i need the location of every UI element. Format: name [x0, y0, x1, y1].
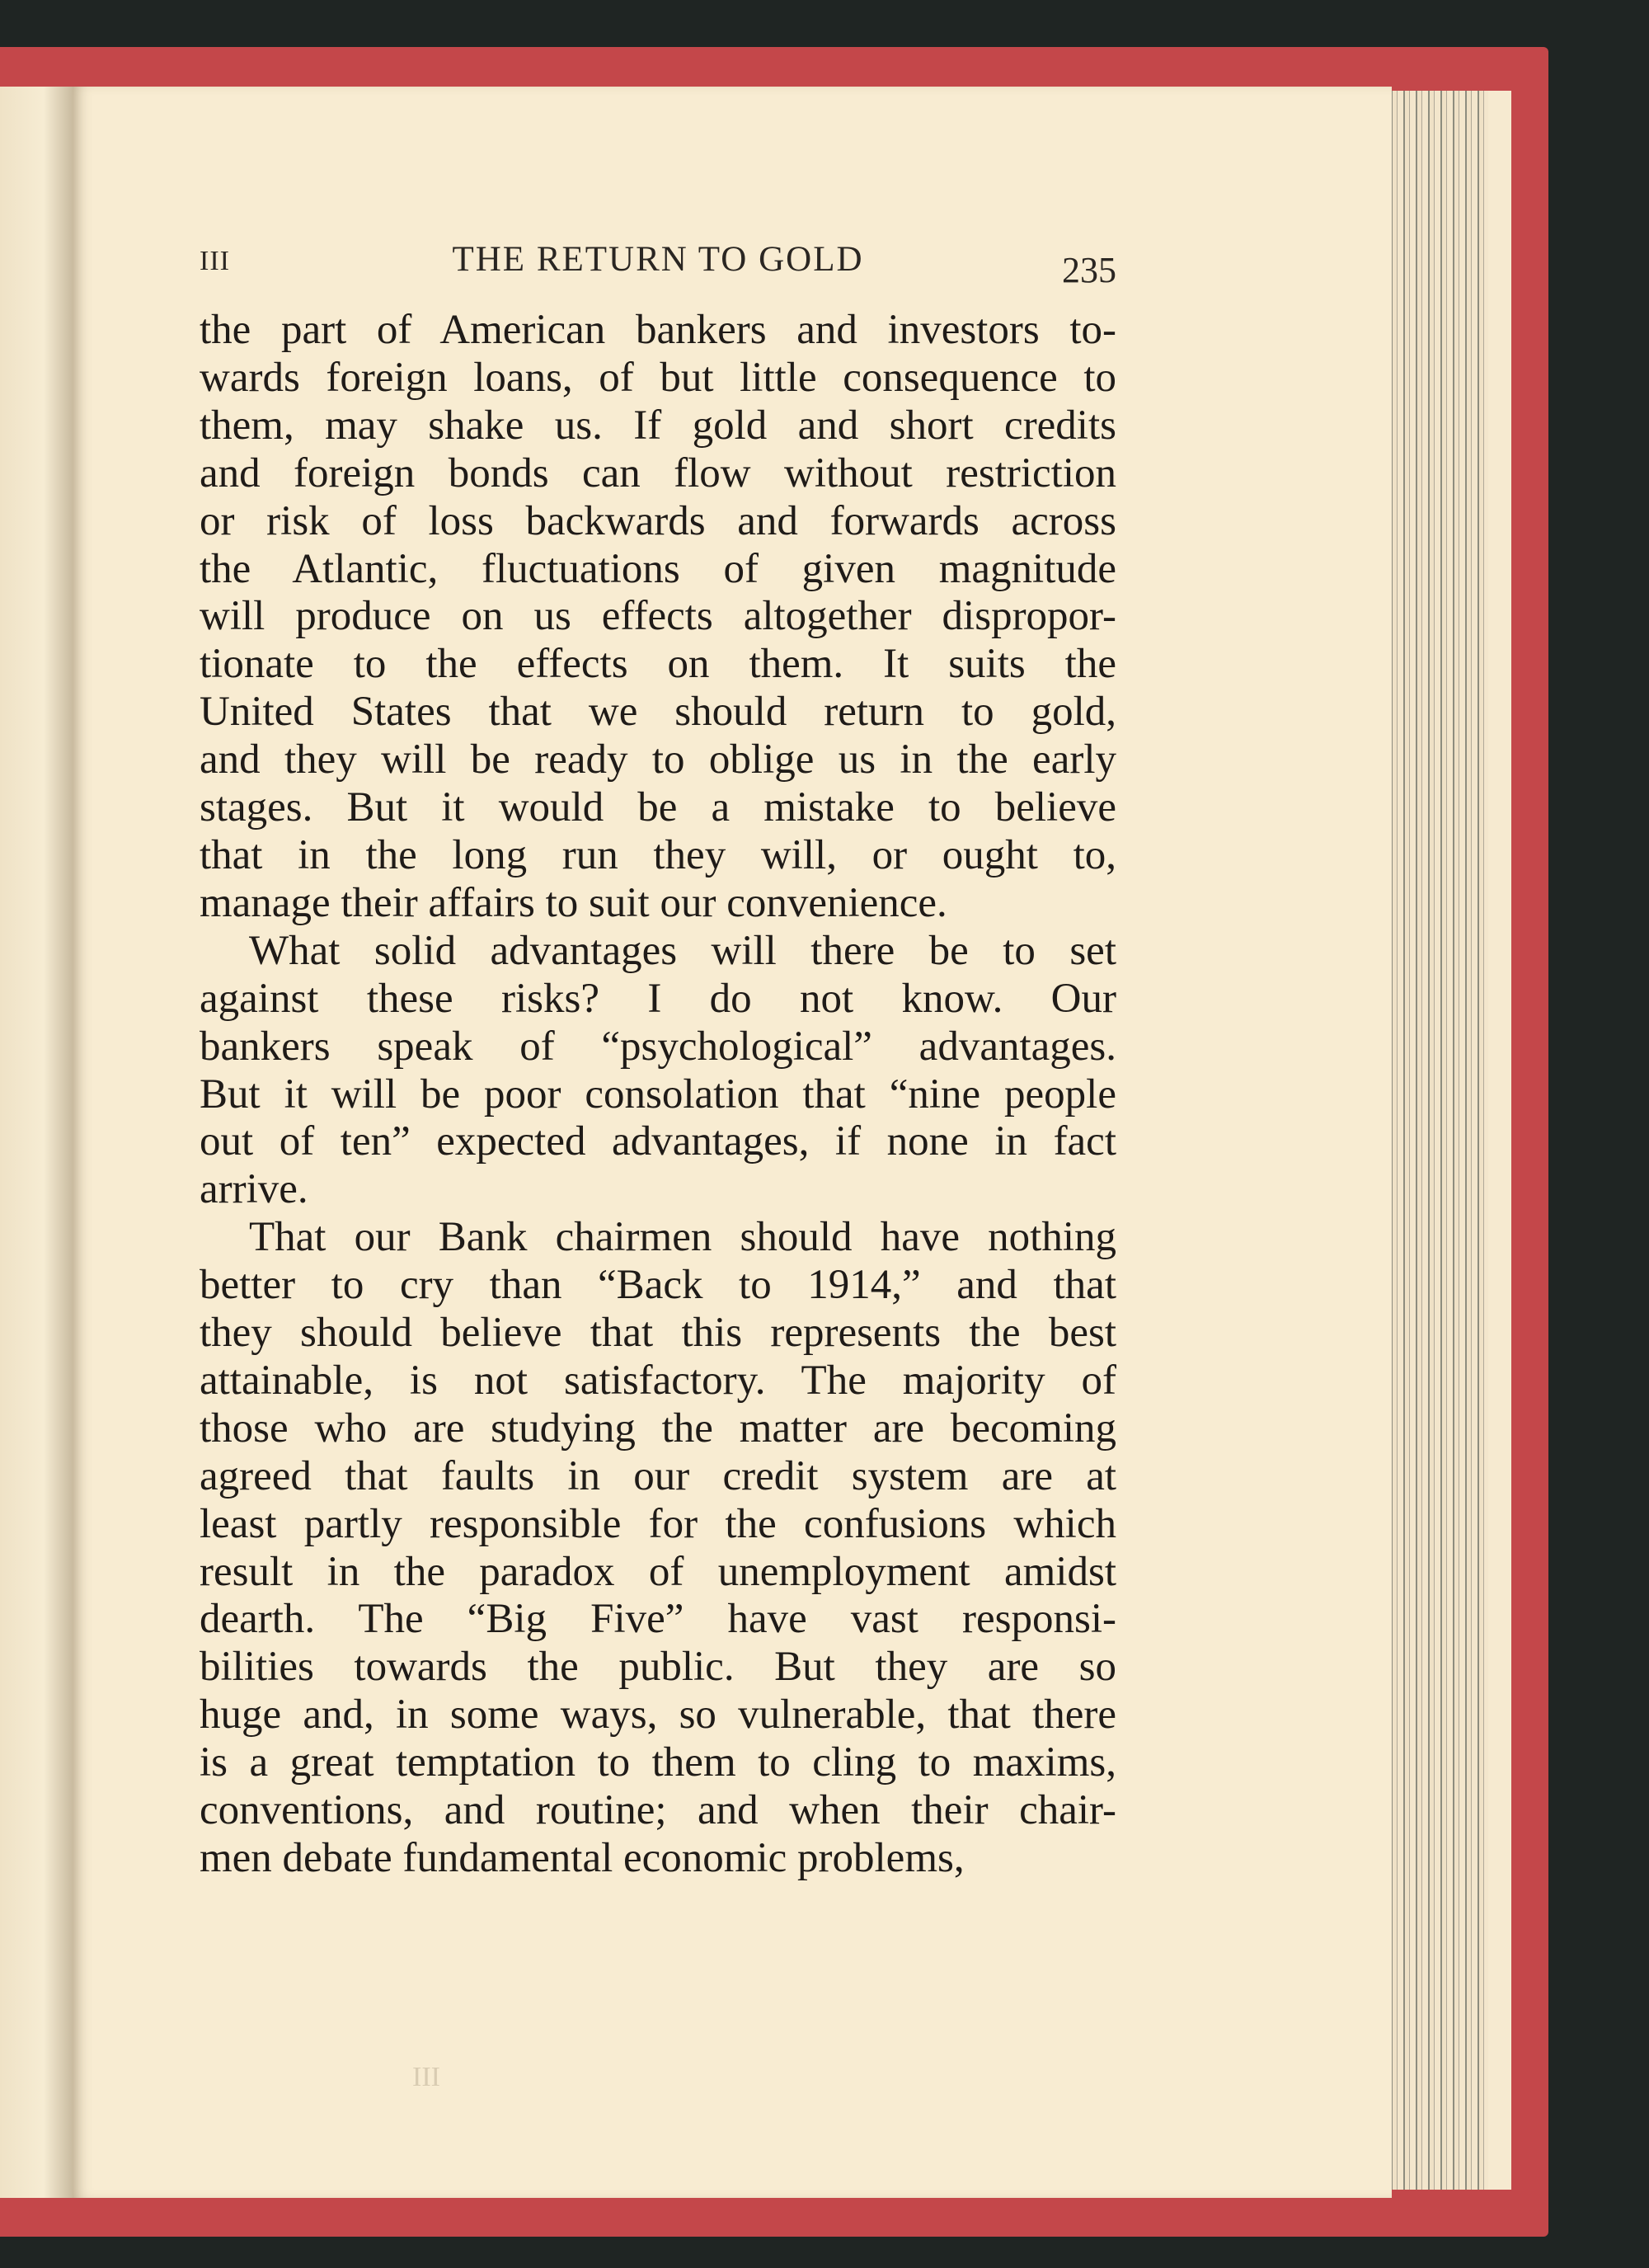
text-line: they should believe that this represents the best — [200, 1310, 1116, 1357]
text-line: is a great temptation to them to cling to maxims, — [200, 1739, 1116, 1786]
text-line: or risk of loss backwards and forwards across — [200, 497, 1116, 544]
text-line: manage their affairs to suit our convenience. — [200, 879, 947, 926]
text-line: that in the long run they will, or ought to, — [200, 831, 1116, 878]
text-line: against these risks? I do not know. Our — [200, 975, 1116, 1022]
text-line: agreed that faults in our credit system are at — [200, 1452, 1116, 1499]
paragraph — [200, 307, 1116, 928]
text-line: will produce on us effects altogether dispropor- — [200, 593, 1116, 640]
text-line: dearth. The “Big Five” have vast responsi- — [200, 1596, 1116, 1643]
facing-page-edge — [0, 87, 73, 2198]
text-line: conventions, and routine; and when their chair- — [200, 1787, 1116, 1834]
text-line: and they will be ready to oblige us in the early — [200, 736, 1116, 783]
text-line: result in the paradox of unemployment amidst — [200, 1548, 1116, 1595]
text-line: United States that we should return to gold, — [200, 689, 1116, 736]
body-text — [200, 307, 1116, 1883]
section-number: III — [200, 246, 230, 276]
text-line: and foreign bonds can flow without restriction — [200, 449, 1116, 496]
running-head — [200, 239, 1116, 289]
text-line: tionate to the effects on them. It suits the — [200, 641, 1116, 688]
text-line: But it will be poor consolation that “nine people — [200, 1070, 1116, 1118]
text-line: That our Bank chairmen should have nothing — [249, 1214, 1116, 1261]
text-line: better to cry than “Back to 1914,” and that — [200, 1262, 1116, 1309]
text-line: out of ten” expected advantages, if none in fact — [200, 1118, 1116, 1165]
page-edges-outer — [1488, 91, 1511, 2190]
signature-mark: III — [412, 2062, 440, 2092]
paragraph — [200, 928, 1116, 1214]
text-line: attainable, is not satisfactory. The majority of — [200, 1357, 1116, 1404]
text-line: huge and, in some ways, so vulnerable, that there — [200, 1692, 1116, 1739]
text-line: the Atlantic, fluctuations of given magnitude — [200, 545, 1116, 592]
text-line: bilities towards the public. But they are so — [200, 1644, 1116, 1691]
text-line: the part of American bankers and investors to- — [200, 307, 1116, 353]
text-line: bankers speak of “psychological” advantages. — [200, 1023, 1116, 1070]
page-number: 235 — [1062, 250, 1116, 290]
text-line: least partly responsible for the confusions which — [200, 1500, 1116, 1547]
text-line: them, may shake us. If gold and short credits — [200, 402, 1116, 449]
text-line: men debate fundamental economic problems, — [200, 1835, 965, 1881]
text-line: those who are studying the matter are becoming — [200, 1405, 1116, 1452]
text-line: wards foreign loans, of but little consequence to — [200, 354, 1116, 401]
text-line: arrive. — [200, 1166, 308, 1213]
chapter-title: THE RETURN TO GOLD — [452, 240, 864, 279]
paragraph — [200, 1214, 1116, 1883]
text-line: stages. But it would be a mistake to believe — [200, 784, 1116, 831]
text-line: What solid advantages will there be to set — [249, 927, 1116, 974]
